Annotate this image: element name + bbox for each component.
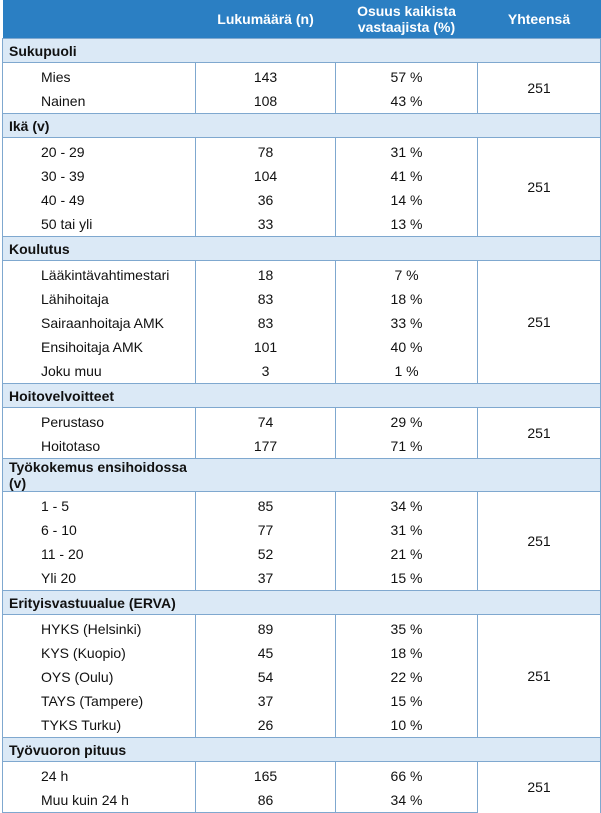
section-fill-cell [196,384,336,408]
section-total: 251 [478,492,601,591]
section-title: Erityisvastuualue (ERVA) [3,591,196,615]
row-count: 177 [196,434,336,459]
row-count: 74 [196,408,336,435]
section-fill-cell [196,591,336,615]
row-label: 30 - 39 [3,164,196,188]
section-total: 251 [478,138,601,237]
row-percent: 1 % [336,359,478,384]
row-percent: 71 % [336,434,478,459]
section-fill-cell [478,591,601,615]
row-percent: 66 % [336,762,478,789]
row-percent: 18 % [336,287,478,311]
row-label: 11 - 20 [3,542,196,566]
row-count: 45 [196,641,336,665]
section-title: Työkokemus ensihoidossa (v) [3,459,196,492]
section-fill-cell [478,114,601,138]
header-total: Yhteensä [478,0,601,39]
section-fill-cell [478,237,601,261]
section-total: 251 [478,762,601,813]
row-label: TAYS (Tampere) [3,689,196,713]
row-count: 85 [196,492,336,519]
section-header-row [3,459,601,492]
section-title: Hoitovelvoitteet [3,384,196,408]
section-fill-cell [478,738,601,762]
table-row [3,138,601,165]
row-percent: 57 % [336,63,478,90]
section-header-row [3,39,601,63]
row-count: 33 [196,212,336,237]
row-label: Lähihoitaja [3,287,196,311]
table-row [3,762,601,789]
section-fill-cell [478,459,601,492]
row-count: 143 [196,63,336,90]
demographics-table [2,0,601,813]
row-count: 36 [196,188,336,212]
row-label: Muu kuin 24 h [3,788,196,813]
row-count: 37 [196,689,336,713]
row-count: 83 [196,311,336,335]
section-title: Koulutus [3,237,196,261]
row-percent: 35 % [336,615,478,642]
row-label: 50 tai yli [3,212,196,237]
row-count: 3 [196,359,336,384]
row-label: 40 - 49 [3,188,196,212]
section-fill-cell [478,384,601,408]
row-label: 20 - 29 [3,138,196,165]
section-fill-cell [336,459,478,492]
row-label: Nainen [3,89,196,114]
row-percent: 14 % [336,188,478,212]
table-row [3,615,601,642]
row-count: 165 [196,762,336,789]
table-body [3,39,601,813]
row-count: 37 [196,566,336,591]
row-percent: 15 % [336,566,478,591]
section-header-row [3,237,601,261]
row-count: 108 [196,89,336,114]
section-fill-cell [196,39,336,63]
row-percent: 31 % [336,138,478,165]
section-fill-cell [478,39,601,63]
row-count: 54 [196,665,336,689]
table-row [3,408,601,435]
header-share: Osuus kaikista vastaajista (%) [336,0,478,39]
section-title: Sukupuoli [3,39,196,63]
row-count: 77 [196,518,336,542]
section-fill-cell [336,237,478,261]
row-percent: 31 % [336,518,478,542]
section-title: Ikä (v) [3,114,196,138]
row-label: Joku muu [3,359,196,384]
table-row [3,63,601,90]
row-label: 1 - 5 [3,492,196,519]
row-label: OYS (Oulu) [3,665,196,689]
section-total: 251 [478,63,601,114]
section-fill-cell [336,114,478,138]
row-count: 78 [196,138,336,165]
row-count: 86 [196,788,336,813]
section-fill-cell [336,738,478,762]
row-count: 18 [196,261,336,288]
row-percent: 43 % [336,89,478,114]
row-percent: 10 % [336,713,478,738]
row-label: Ensihoitaja AMK [3,335,196,359]
section-header-row [3,114,601,138]
row-label: Yli 20 [3,566,196,591]
row-label: Perustaso [3,408,196,435]
header-row [3,0,601,39]
row-label: 6 - 10 [3,518,196,542]
row-percent: 7 % [336,261,478,288]
row-percent: 41 % [336,164,478,188]
section-fill-cell [336,39,478,63]
table-row [3,261,601,288]
section-fill-cell [196,237,336,261]
row-percent: 18 % [336,641,478,665]
row-label: TYKS Turku) [3,713,196,738]
row-count: 101 [196,335,336,359]
row-percent: 21 % [336,542,478,566]
section-total: 251 [478,261,601,384]
table-row [3,492,601,519]
row-percent: 29 % [336,408,478,435]
section-fill-cell [336,384,478,408]
row-count: 52 [196,542,336,566]
row-percent: 40 % [336,335,478,359]
row-percent: 15 % [336,689,478,713]
row-label: KYS (Kuopio) [3,641,196,665]
row-percent: 34 % [336,492,478,519]
row-percent: 33 % [336,311,478,335]
row-count: 26 [196,713,336,738]
header-count: Lukumäärä (n) [196,0,336,39]
row-count: 104 [196,164,336,188]
row-count: 89 [196,615,336,642]
row-percent: 22 % [336,665,478,689]
section-fill-cell [196,738,336,762]
header-blank-cell [3,0,196,39]
section-total: 251 [478,615,601,738]
section-header-row [3,738,601,762]
row-label: Sairaanhoitaja AMK [3,311,196,335]
row-label: 24 h [3,762,196,789]
row-percent: 34 % [336,788,478,813]
section-total: 251 [478,408,601,459]
section-fill-cell [336,591,478,615]
row-percent: 13 % [336,212,478,237]
row-label: Lääkintävahtimestari [3,261,196,288]
row-label: HYKS (Helsinki) [3,615,196,642]
row-label: Hoitotaso [3,434,196,459]
section-fill-cell [196,114,336,138]
section-header-row [3,384,601,408]
section-fill-cell [196,459,336,492]
row-count: 83 [196,287,336,311]
row-label: Mies [3,63,196,90]
section-header-row [3,591,601,615]
section-title: Työvuoron pituus [3,738,196,762]
